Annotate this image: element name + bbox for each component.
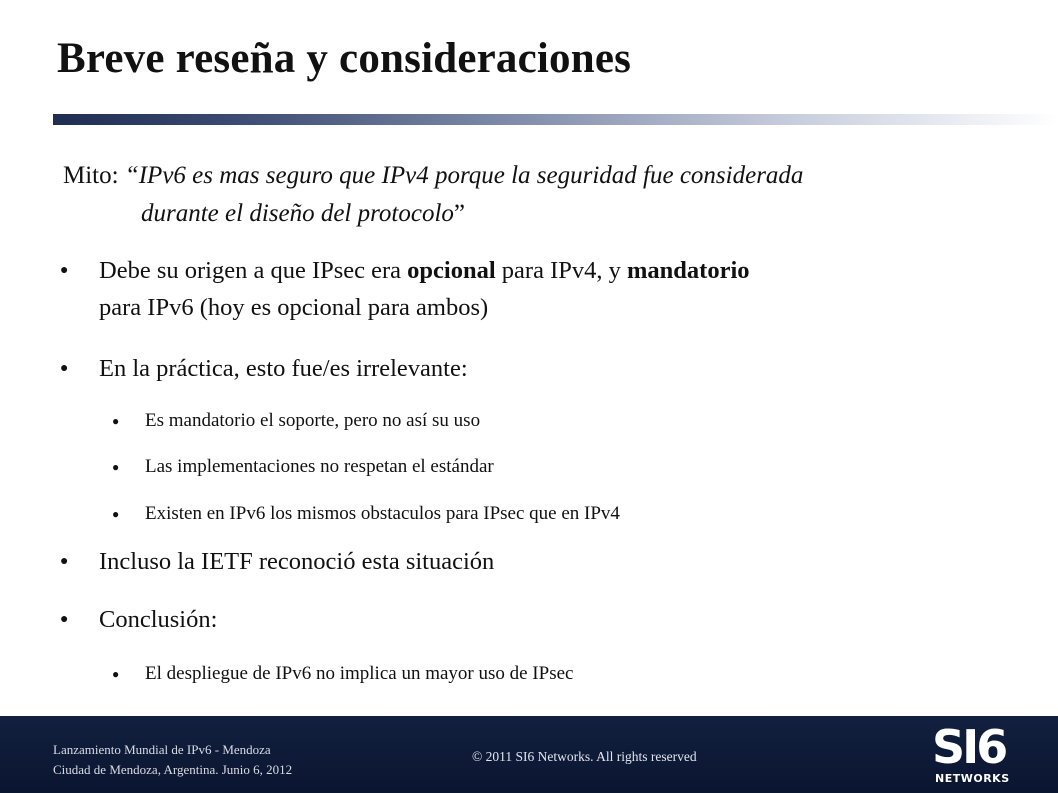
sub-bullet-dot-icon: ● — [112, 414, 120, 428]
sub-bullet-text: El despliegue de IPv6 no implica un mayor uso de IPsec — [145, 663, 574, 684]
footer-event-line-1: Lanzamiento Mundial de IPv6 - Mendoza — [53, 742, 271, 757]
myth-line-2 — [63, 195, 1023, 233]
sub-bullet-dot-icon: ● — [112, 507, 120, 521]
logo-networks-text: NETWORKS — [935, 772, 1010, 785]
bullet-dot-icon: ● — [60, 263, 69, 278]
myth-label: Mito: — [63, 162, 125, 189]
myth-line-1 — [63, 157, 1023, 195]
myth-quote-line-1: IPv6 es mas seguro que IPv4 porque la seguridad fue considerada — [138, 162, 804, 189]
myth-quote-line-2: durante el diseño del protocolo — [141, 200, 454, 227]
sub-bullet-dot-icon: ● — [112, 667, 120, 681]
bullet-origin-line-2: para IPv6 (hoy es opcional para ambos) — [99, 294, 489, 321]
sub-bullet-dot-icon: ● — [112, 460, 120, 474]
sub-bullet-text: Es mandatorio el soporte, pero no así su uso — [145, 410, 481, 431]
footer-event-info — [53, 740, 292, 780]
si6-networks-logo — [932, 720, 1028, 788]
myth-open-quote: “ — [124, 162, 139, 189]
myth-statement — [63, 157, 1023, 233]
bullet-dot-icon: ● — [60, 554, 69, 569]
bullet-conclusion-text: Conclusión: — [99, 606, 218, 633]
footer-bar — [0, 716, 1058, 793]
footer-event-line-2: Ciudad de Mendoza, Argentina. Junio 6, 2012 — [53, 762, 293, 777]
bold-mandatorio: mandatorio — [627, 257, 750, 284]
bullet-dot-icon: ● — [60, 361, 69, 376]
title-underline-bar — [53, 114, 1058, 125]
logo-si6-text: SI6 — [932, 720, 1006, 774]
bullet-dot-icon: ● — [60, 612, 69, 627]
sub-bullet-text: Existen en IPv6 los mismos obstaculos para IPsec que en IPv4 — [145, 503, 620, 524]
bullet-origin-line-1: Debe su origen a que IPsec era opcional para IPv4, y mandatorio — [99, 257, 750, 284]
footer-copyright: © 2011 SI6 Networks. All rights reserved — [472, 749, 697, 764]
bullet-ietf-text: Incluso la IETF reconoció esta situación — [99, 548, 495, 575]
myth-close-quote: ” — [453, 200, 466, 227]
slide-title: Breve reseña y consideraciones — [57, 35, 632, 82]
bullet-practice-text: En la práctica, esto fue/es irrelevante: — [99, 355, 468, 382]
sub-bullet-text: Las implementaciones no respetan el estándar — [145, 456, 494, 477]
bold-opcional: opcional — [407, 257, 496, 284]
